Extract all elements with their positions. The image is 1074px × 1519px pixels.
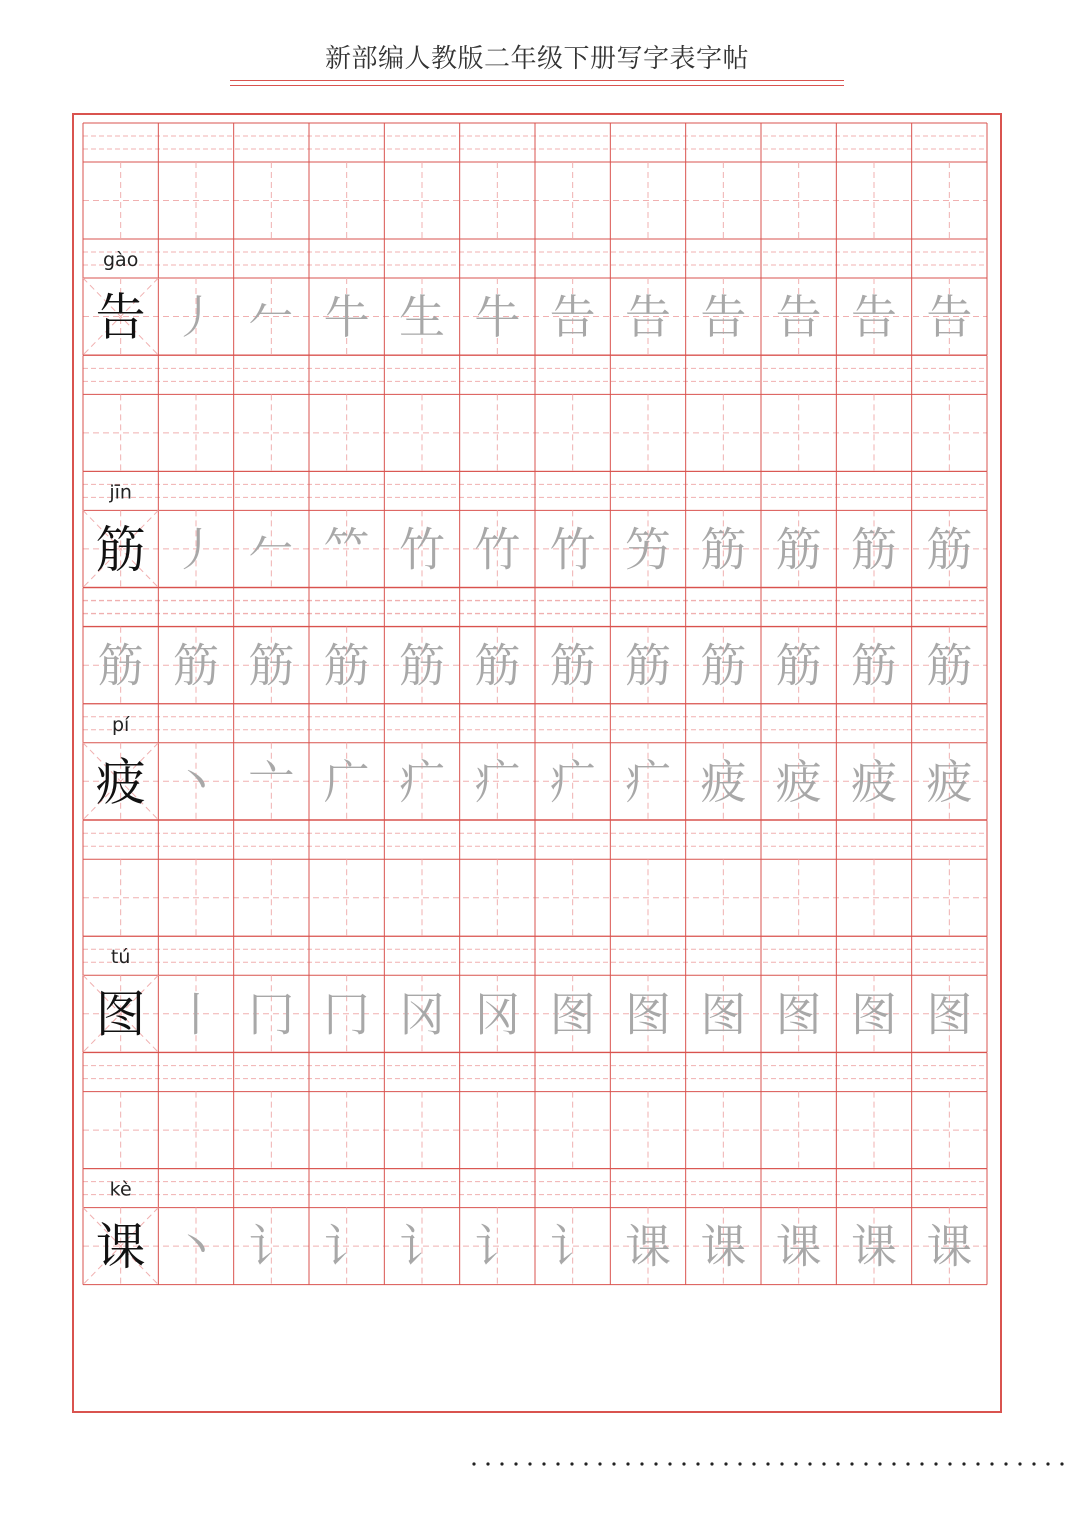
footer-dot: [668, 1462, 671, 1465]
stroke-order-step: 图: [775, 987, 822, 1042]
stroke-order-step: 讠: [399, 1219, 445, 1274]
footer-dot: [934, 1462, 937, 1465]
practice-trace-character: 筋: [399, 638, 445, 693]
stroke-order-step: 竹: [474, 522, 521, 577]
footer-dot: [472, 1462, 475, 1465]
model-character: 筋: [95, 520, 146, 579]
stroke-order-step: 生: [399, 290, 445, 345]
stroke-order-step: 告: [926, 290, 973, 345]
footer-dot: [808, 1462, 811, 1465]
footer-dot: [612, 1462, 615, 1465]
stroke-order-step: 𥫗: [323, 522, 370, 577]
page-title: 新部编人教版二年级下册写字表字帖: [324, 44, 749, 74]
footer-dot: [766, 1462, 769, 1465]
footer-dot: [640, 1462, 643, 1465]
stroke-order-step: 丿: [173, 290, 219, 345]
footer-dot: [920, 1462, 923, 1465]
practice-trace-character: 筋: [173, 638, 219, 693]
stroke-order-step: 丶: [173, 1219, 219, 1274]
footer-dot: [598, 1462, 601, 1465]
pinyin-label: jīn: [109, 481, 132, 504]
stroke-order-step: 图: [851, 987, 897, 1042]
stroke-order-step: 筋: [700, 522, 747, 577]
stroke-order-step: 筋: [851, 522, 897, 577]
pinyin-label: tú: [110, 946, 131, 969]
footer-dot: [514, 1462, 517, 1465]
footer-dot: [696, 1462, 699, 1465]
practice-trace-character: 筋: [323, 638, 370, 693]
model-character: 图: [95, 985, 146, 1044]
stroke-order-step: 课: [851, 1219, 897, 1274]
footer-dot: [962, 1462, 965, 1465]
footer-dot: [948, 1462, 951, 1465]
footer-dot: [710, 1462, 713, 1465]
footer-dot: [626, 1462, 629, 1465]
stroke-order-step: 告: [549, 290, 596, 345]
stroke-order-step: 疲: [851, 754, 897, 809]
stroke-order-step: 冈: [399, 987, 445, 1042]
footer-dot: [822, 1462, 825, 1465]
stroke-order-step: 疒: [549, 754, 596, 809]
stroke-order-step: 亠: [248, 754, 295, 809]
stroke-order-step: 冂: [323, 987, 370, 1042]
stroke-order-step: 疒: [399, 754, 445, 809]
footer-dot: [556, 1462, 559, 1465]
practice-trace-character: 筋: [775, 638, 822, 693]
stroke-order-step: 冈: [474, 987, 521, 1042]
footer-dot: [1004, 1462, 1007, 1465]
stroke-order-step: 丿: [173, 522, 219, 577]
stroke-order-step: 讠: [549, 1219, 596, 1274]
stroke-order-step: 图: [926, 987, 973, 1042]
footer-dot: [542, 1462, 545, 1465]
stroke-order-step: 竹: [549, 522, 596, 577]
stroke-order-step: 冂: [248, 987, 295, 1042]
practice-trace-character: 筋: [700, 638, 747, 693]
footer-dot: [682, 1462, 685, 1465]
pinyin-label: gào: [103, 249, 139, 271]
stroke-order-step: 课: [625, 1219, 671, 1274]
footer-dot: [850, 1462, 853, 1465]
practice-trace-character: 筋: [549, 638, 596, 693]
footer-dot: [906, 1462, 909, 1465]
footer-dot: [780, 1462, 783, 1465]
stroke-order-step: 筋: [926, 522, 973, 577]
footer-dot: [1018, 1462, 1021, 1465]
footer-dot: [738, 1462, 741, 1465]
model-character: 疲: [95, 753, 146, 812]
stroke-order-step: 牛: [323, 290, 370, 345]
practice-trace-character: 筋: [625, 638, 671, 693]
footer-dot: [1032, 1462, 1035, 1465]
stroke-order-step: 讠: [248, 1219, 295, 1274]
stroke-order-step: 疲: [775, 754, 822, 809]
pinyin-label: kè: [109, 1178, 132, 1201]
model-character: 课: [95, 1218, 146, 1277]
stroke-order-step: 疲: [926, 754, 973, 809]
practice-trace-character: 筋: [97, 638, 144, 693]
stroke-order-step: 竹: [399, 522, 445, 577]
practice-trace-character: 筋: [248, 638, 295, 693]
stroke-order-step: 竻: [625, 522, 671, 577]
stroke-order-step: 课: [700, 1219, 747, 1274]
footer-dot: [864, 1462, 867, 1465]
stroke-order-step: 牛: [474, 290, 521, 345]
footer-dot: [1060, 1462, 1063, 1465]
practice-trace-character: 筋: [474, 638, 521, 693]
footer-dot-leader: [470, 1452, 1070, 1472]
footer-dot: [570, 1462, 573, 1465]
footer-dot: [486, 1462, 489, 1465]
stroke-order-step: 告: [700, 290, 747, 345]
stroke-order-step: 𠂉: [248, 290, 295, 345]
stroke-order-step: 讠: [474, 1219, 521, 1274]
footer-dot: [584, 1462, 587, 1465]
stroke-order-step: 筋: [775, 522, 822, 577]
stroke-order-step: 讠: [323, 1219, 370, 1274]
footer-dot: [878, 1462, 881, 1465]
pinyin-label: pí: [111, 713, 130, 736]
footer-dot: [724, 1462, 727, 1465]
footer-dot: [892, 1462, 895, 1465]
footer-dot: [976, 1462, 979, 1465]
stroke-order-step: 课: [775, 1219, 822, 1274]
stroke-order-step: 告: [775, 290, 822, 345]
stroke-order-step: 广: [323, 754, 370, 809]
footer-dot: [1046, 1462, 1049, 1465]
stroke-order-step: 𠂉: [248, 522, 295, 577]
stroke-order-step: 疒: [474, 754, 521, 809]
stroke-order-step: 图: [625, 987, 671, 1042]
footer-dot: [752, 1462, 755, 1465]
practice-trace-character: 筋: [926, 638, 973, 693]
stroke-order-step: 告: [851, 290, 897, 345]
stroke-order-step: 疲: [700, 754, 747, 809]
stroke-order-step: 图: [549, 987, 596, 1042]
stroke-order-step: 告: [625, 290, 671, 345]
stroke-order-step: 图: [700, 987, 747, 1042]
practice-trace-character: 筋: [851, 638, 897, 693]
footer-dot: [794, 1462, 797, 1465]
stroke-order-step: 丨: [173, 987, 219, 1042]
footer-dot: [836, 1462, 839, 1465]
footer-dot: [990, 1462, 993, 1465]
stroke-order-step: 丶: [173, 754, 219, 809]
footer-dot: [654, 1462, 657, 1465]
stroke-order-step: 课: [926, 1219, 973, 1274]
model-character: 告: [95, 288, 146, 347]
stroke-order-step: 疒: [625, 754, 671, 809]
footer-dot: [500, 1462, 503, 1465]
footer-dot: [528, 1462, 531, 1465]
